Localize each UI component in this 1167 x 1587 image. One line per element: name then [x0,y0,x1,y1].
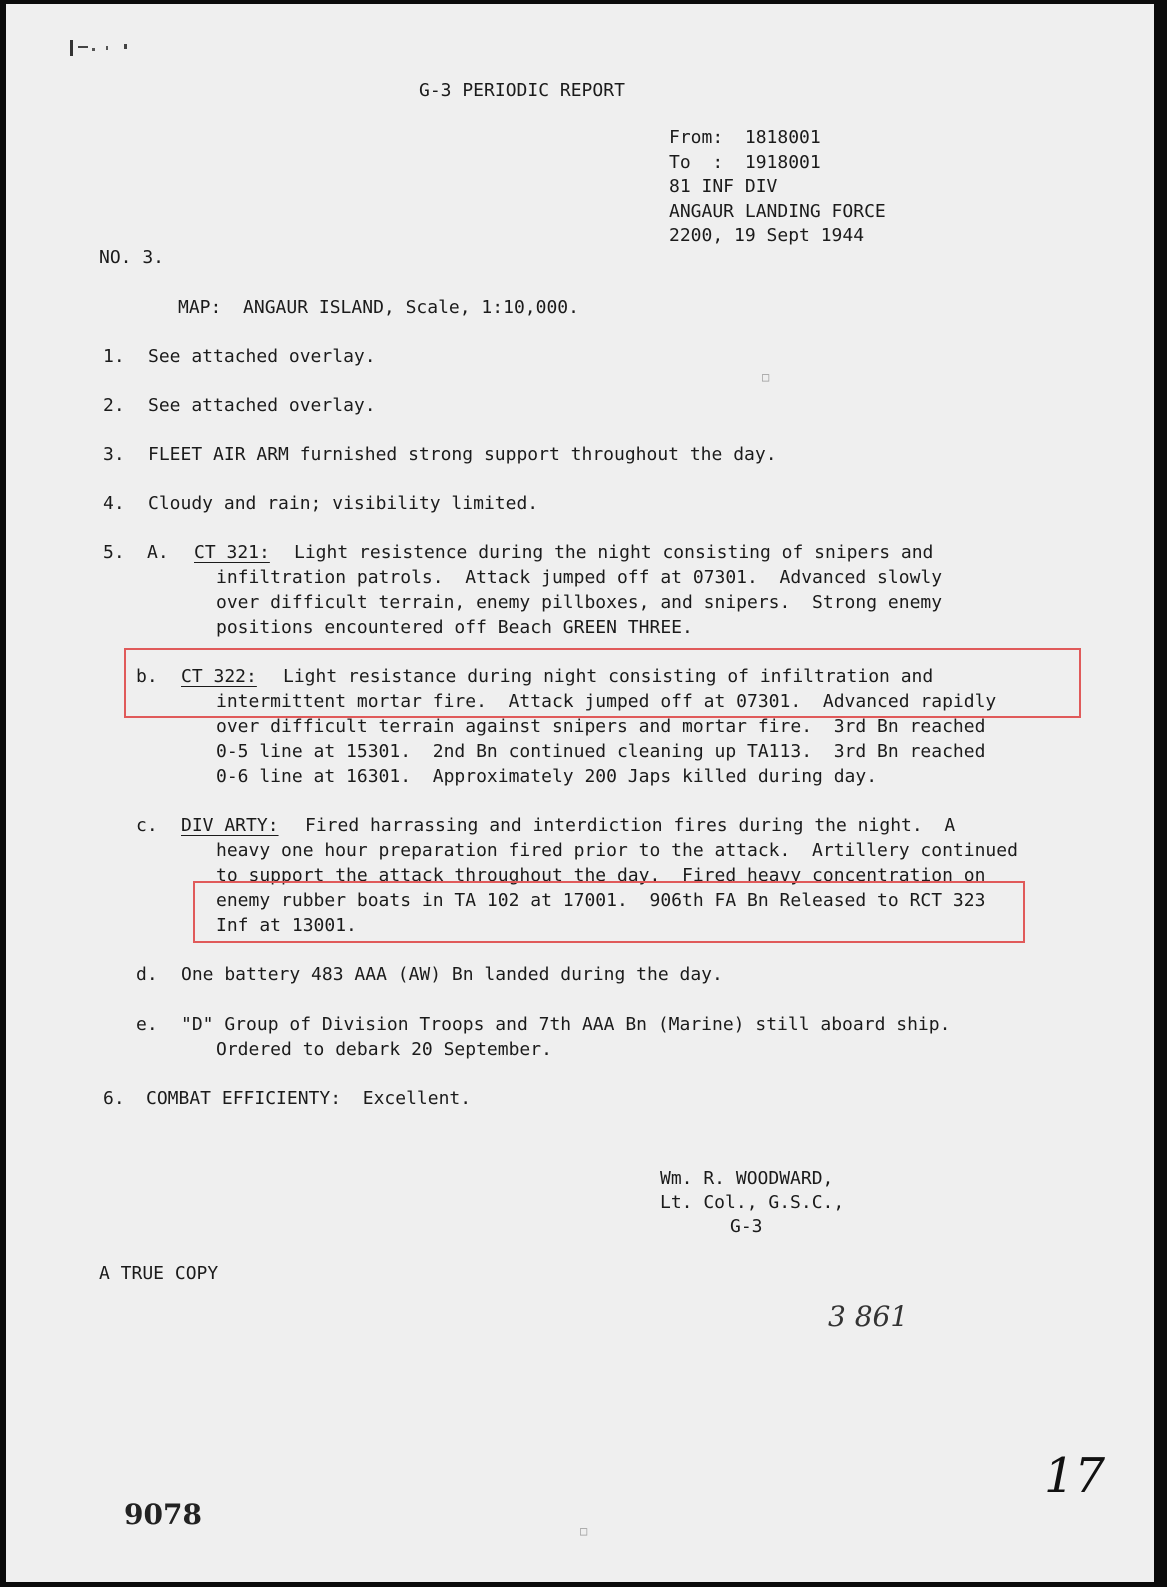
sub-d-label: d. [136,964,158,985]
corner-marks [66,34,146,64]
sub-d-text: One battery 483 AAA (AW) Bn landed during the day. [181,964,723,985]
sub-b-line-5: 0-6 line at 16301. Approximately 200 Japs killed during day. [216,766,878,787]
sub-c-label: c. [136,815,158,836]
header-to: To : 1918001 [669,151,821,173]
handwritten-number: 3 861 [828,1300,909,1333]
item-4-number: 4. [103,493,125,514]
sub-c-line-2: heavy one hour preparation fired prior to the attack. Artillery continued [216,840,1018,861]
page-number: 17 [1044,1448,1106,1504]
sub-b-line-2: intermittent mortar fire. Attack jumped off at 07301. Advanced rapidly [216,691,997,712]
sub-c-line-4: enemy rubber boats in TA 102 at 17001. 906th FA Bn Released to RCT 323 [216,890,986,911]
item-5-number: 5. [103,542,125,563]
signature-rank: Lt. Col., G.S.C., [660,1192,845,1213]
signature-name: Wm. R. WOODWARD, [660,1168,834,1189]
sub-e-line-1: "D" Group of Division Troops and 7th AAA Bn (Marine) still aboard ship. [181,1014,951,1035]
sub-c-line-5: Inf at 13001. [216,915,357,936]
item-1-text: See attached overlay. [148,346,376,367]
header-force: ANGAUR LANDING FORCE [669,200,886,222]
sub-e-line-2: Ordered to debark 20 September. [216,1039,552,1060]
item-1-number: 1. [103,346,125,367]
sub-a-line-2: infiltration patrols. Attack jumped off at 07301. Advanced slowly [216,567,943,588]
item-4-text: Cloudy and rain; visibility limited. [148,493,539,514]
sub-b-label: b. [136,666,158,687]
scan-mark-icon: □ [580,1524,588,1538]
sub-a-line-1: Light resistence during the night consisting of snipers and [294,542,934,563]
header-block [669,126,886,249]
sub-e-label: e. [136,1014,158,1035]
header-date: 2200, 19 Sept 1944 [669,225,865,246]
report-number: NO. 3. [99,247,165,268]
sub-c-line-1: Fired harrassing and interdiction fires during the night. A [305,815,956,836]
sub-a-line-4: positions encountered off Beach GREEN THREE. [216,617,693,638]
sub-b-line-4: 0-5 line at 15301. 2nd Bn continued cleaning up TA113. 3rd Bn reached [216,741,986,762]
item-2-text: See attached overlay. [148,395,376,416]
sub-a-unit: CT 321: [194,542,270,563]
header-division: 81 INF DIV [669,176,778,197]
true-copy-label: A TRUE COPY [99,1263,219,1284]
item-3-text: FLEET AIR ARM furnished strong support throughout the day. [148,444,777,465]
sub-a-label: A. [147,542,169,563]
document-page [6,4,1154,1582]
report-title: G-3 PERIODIC REPORT [419,80,625,101]
item-3-number: 3. [103,444,125,465]
map-line: MAP: ANGAUR ISLAND, Scale, 1:10,000. [178,297,579,318]
item-6-number: 6. [103,1088,125,1109]
sub-c-line-3: to support the attack throughout the day. Fired heavy concentration on [216,865,986,886]
item-2-number: 2. [103,395,125,416]
item-6-text: COMBAT EFFICIENTY: Excellent. [146,1088,472,1109]
signature-office: G-3 [730,1216,763,1237]
stamp-number: 9078 [124,1498,202,1531]
sub-b-unit: CT 322: [181,666,257,687]
scan-mark-icon: □ [762,370,770,384]
signature-block [660,1167,844,1239]
sub-a-line-3: over difficult terrain, enemy pillboxes, and snipers. Strong enemy [216,592,943,613]
sub-c-unit: DIV ARTY: [181,815,279,836]
sub-b-line-3: over difficult terrain against snipers and mortar fire. 3rd Bn reached [216,716,986,737]
sub-b-line-1: Light resistance during night consisting of infiltration and [283,666,934,687]
header-from: From: 1818001 [669,127,821,148]
